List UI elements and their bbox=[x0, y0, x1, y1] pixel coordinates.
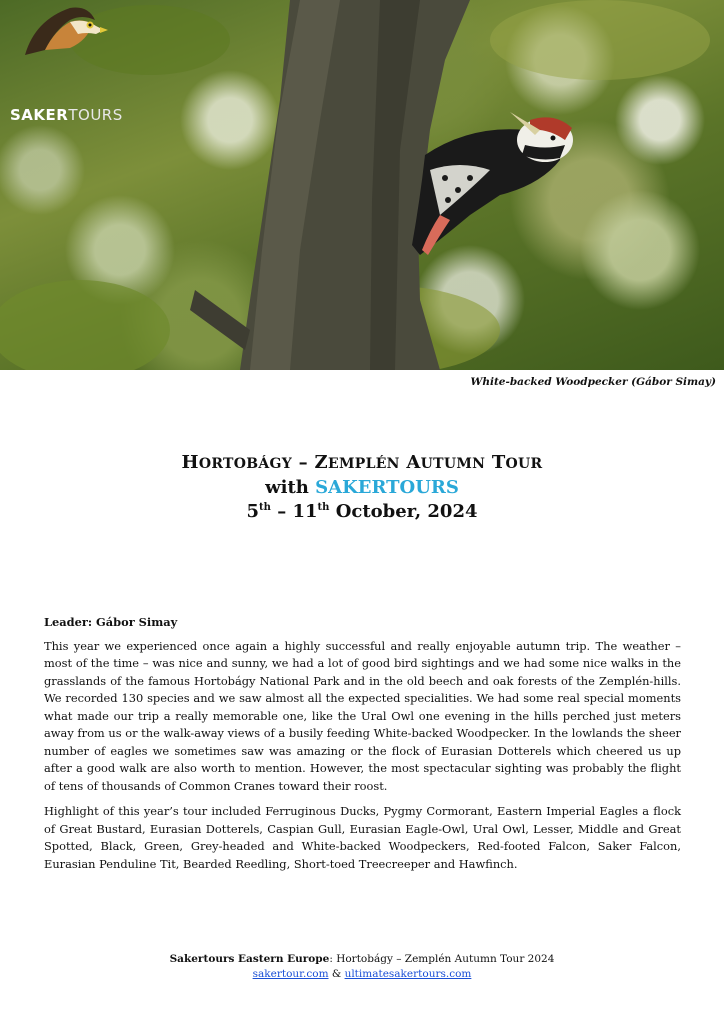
report-body bbox=[44, 614, 681, 881]
footer-tour: : Hortobágy – Zemplén Autumn Tour 2024 bbox=[329, 953, 555, 965]
ultimatesakertours-link[interactable]: ultimatesakertours.com bbox=[344, 968, 472, 980]
tour-dates: 5th – 11th October, 2024 bbox=[246, 501, 478, 522]
brand-name: SAKERTOURS bbox=[315, 477, 459, 498]
tour-operator-line: with SAKERTOURS bbox=[265, 477, 459, 498]
summary-paragraph: This year we experienced once again a highly successful and really enjoyable autumn trip. The weather – most of the time – was nice and sunny, we had a lot of good bird sightings and we had some nice walks in the grasslands of the famous Hortobágy National Park and in the old beech and oak forests of the Zemplén-hills. We recorded 130 species and we saw almost all the expected specialities. We had some real special moments what made our trip a really memorable one, like the Ural Owl one evening in the hills perched just meters away from us or the walk-away views of a busily feeding White-backed Woodpecker. In the lowlands the sheer number of eagles we sometimes saw was amazing or the flock of Eurasian Dotterels which cheered us up after a good walk are also worth to mention. However, the most spectacular sighting was probably the flight of tens of thousands of Common Cranes toward their roost. bbox=[44, 638, 681, 793]
page-footer bbox=[0, 952, 724, 982]
footer-company: Sakertours Eastern Europe bbox=[169, 953, 330, 965]
highlights-paragraph: Highlight of this year’s tour included Ferruginous Ducks, Pygmy Cormorant, Eastern Imperial Eagles a flock of Great Bustard, Eurasian Dotterels, Caspian Gull, Eurasian Eagle-Owl, Ural Owl, Lesser, Middle and Great Spotted, Black, Green, Grey-headed and White-backed Woodpeckers, Red-footed Falcon, Saker Falcon, Eurasian Penduline Tit, Bearded Reedling, Short-toed Treecreeper and Hawfinch. bbox=[44, 804, 681, 871]
sakertours-falcon-logo bbox=[0, 0, 120, 80]
sakertour-link[interactable]: sakertour.com bbox=[252, 968, 329, 980]
tour-title-block bbox=[0, 452, 724, 522]
logo-text-tours: TOURS bbox=[68, 106, 123, 124]
footer-links: sakertour.com & ultimatesakertours.com bbox=[252, 968, 472, 980]
logo-text-saker: SAKER bbox=[10, 106, 69, 124]
tour-leader: Leader: Gábor Simay bbox=[44, 615, 178, 629]
tour-title: HORTOBÁGY – ZEMPLÉN AUTUMN TOUR bbox=[181, 452, 543, 473]
hero-photo bbox=[0, 0, 724, 370]
sakertours-logo-text bbox=[10, 106, 123, 124]
footer-title-line bbox=[0, 952, 724, 967]
photo-caption: White-backed Woodpecker (Gábor Simay) bbox=[470, 376, 716, 388]
